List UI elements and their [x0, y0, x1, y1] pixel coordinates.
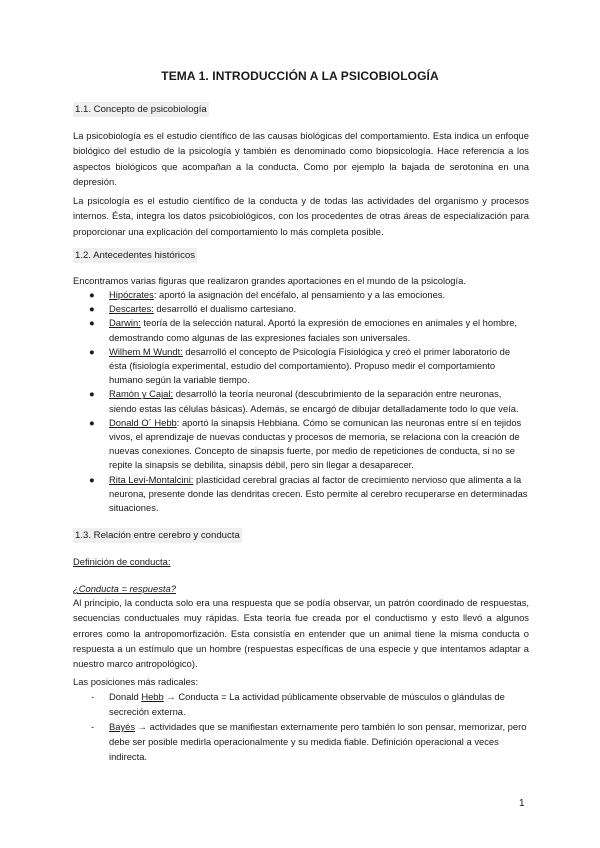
figure-name: Rita Levi-Montalcini:	[109, 473, 194, 485]
radical-text: → Conducta = La actividad públicamente observable de músculos o glándulas de secreción externa.	[109, 691, 505, 717]
bullet: ●	[89, 303, 95, 315]
figure-name: Ramón y Cajal:	[109, 388, 174, 400]
figure-text: : aportó la sinapsis Hebbiana. Cómo se comunican las neuronas entre sí en tejidos vivos, el aprendizaje de nuevas conductas y procesos de memoria, se relaciona con la creación de nuevas conexiones. Concepto de sinapsis fuerte, por medio de repeticiones de conducta, si no se repite la sinapsis se debilita, sinapsis débil, pero sin llegar a desaparecer.	[109, 416, 522, 471]
paragraph-psicologia: La psicología es el estudio científico de la conducta y de todas las actividades del organismo y procesos internos. Ésta, integra los datos psicobiológicos, con los procedentes de otras áreas de especialización para proporcionar una explicación del comportamiento lo más completa posible.	[73, 195, 529, 237]
figure-text: desarrolló el dualismo cartesiano.	[153, 303, 297, 315]
dash-bullet: -	[91, 691, 95, 702]
page-title: TEMA 1. INTRODUCCIÓN A LA PSICOBIOLOGÍA	[161, 69, 439, 83]
figure-text: desarrolló la teoría neuronal (descubrimiento de la separación entre neuronas, siendo estas las células básicas). Además, se encargó de dibujar detalladamente todo lo que veía.	[109, 388, 519, 414]
bullet: ●	[89, 345, 95, 357]
figures-list	[73, 288, 529, 515]
paragraph-psicobiologia: La psicobiología es el estudio científico de las causas biológicas del comportamiento. Esta indica un enfoque biológico del estudio de la psicología y también es denominado como biopsicología. Hace referencia a los aspectos biológicos que acompañan a la conducta. Como por ejemplo la bajada de serotonina en una depresión.	[73, 130, 529, 187]
figure-text: plasticidad cerebral gracias al factor de crecimiento nervioso que alimenta a la neurona, presente donde las dendritas crecen. Esto permite al cerebro recuperarse en determinadas situaciones.	[109, 473, 528, 514]
dash-bullet: -	[91, 721, 95, 732]
list-item	[73, 689, 529, 719]
definition-heading: Definición de conducta:	[73, 556, 171, 567]
figure-text: desarrolló el concepto de Psicología Fisiológica y creó el primer laboratorio de ésta (fisiología experimental, estudio del comportamiento). Propuso medir el comportamiento humano según la variable tiempo.	[109, 345, 511, 386]
list-item	[73, 387, 529, 415]
figure-name: Descartes:	[109, 303, 154, 315]
bullet: ●	[89, 416, 95, 428]
page-number: 1	[519, 798, 525, 809]
figure-text: : aportó la asignación del encéfalo, al pensamiento y a las emociones.	[153, 289, 446, 300]
section-heading-1-1: 1.1. Concepto de psicobiología	[75, 104, 207, 115]
figure-name: Wilhem M Wundt:	[109, 345, 183, 357]
radical-name: Hebb	[141, 691, 164, 702]
radicales-list	[73, 689, 529, 764]
radicales-intro: Las posiciones más radicales:	[73, 676, 199, 687]
figure-name: Donald O´ Hebb	[109, 416, 177, 428]
list-item	[73, 302, 529, 316]
bullet: ●	[89, 473, 95, 485]
figure-name: Hipócrates	[109, 289, 154, 300]
list-item	[73, 473, 529, 516]
question-heading: ¿Conducta = respuesta?	[73, 583, 176, 594]
radical-text: → actividades que se manifiestan externamente pero también lo son pensar, memorizar, pero debe ser posible medirla operacionalmente y su medida fiable. Definición operacional a veces indirecta.	[109, 721, 527, 762]
list-item	[73, 316, 529, 344]
list-item	[73, 416, 529, 473]
figures-intro: Encontramos varias figuras que realizaron grandes aportaciones en el mundo de la psicología.	[73, 275, 466, 286]
bullet: ●	[89, 388, 95, 400]
list-item	[73, 719, 529, 764]
section-heading-1-3: 1.3. Relación entre cerebro y conducta	[75, 530, 240, 541]
figure-text: teoría de la selección natural. Aportó la expresión de emociones en animales y el hombre, demostrando como algunas de las expresiones faciales son universales.	[109, 317, 518, 343]
radical-name: Bayés	[109, 721, 136, 732]
radical-prefix: Donald	[109, 691, 142, 702]
list-item	[73, 288, 529, 302]
bullet: ●	[89, 317, 95, 329]
list-item	[73, 345, 529, 388]
section-heading-1-2: 1.2. Antecedentes históricos	[75, 250, 195, 261]
bullet: ●	[89, 289, 95, 300]
paragraph-conducta: Al principio, la conducta solo era una respuesta que se podía observar, un patrón coordinado de respuestas, secuencias conductuales muy rápidas. Esta teoría fue creada por el conductismo y esto llevó a algunos errores como la antropomorfización. Esta consistía en entender que un animal tiene la misma conducta o respuesta a un estímulo que un hombre (respuestas específicas de una especie y que intentamos adaptar a nuestro marco antropológico).	[73, 597, 529, 670]
figure-name: Darwin:	[109, 317, 141, 329]
